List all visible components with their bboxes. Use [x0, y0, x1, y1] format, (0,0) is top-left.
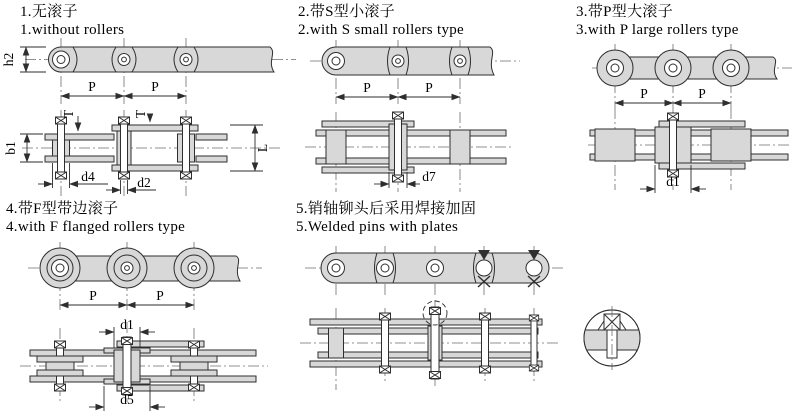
section-2-title-zh: 2.带S型小滚子 [298, 4, 395, 20]
dim-label-t: T [133, 109, 148, 119]
section-5-title-en: 5.Welded pins with plates [296, 219, 459, 235]
dim-label-p: P [151, 79, 159, 94]
s4-top-view [20, 317, 268, 411]
dim-label-p: P [156, 288, 164, 303]
weld-detail-view [584, 306, 640, 370]
dim-label-d1: d1 [666, 174, 680, 189]
dim-label-l: L [255, 143, 270, 153]
dim-label-p: P [425, 80, 433, 95]
s3-top-view [588, 108, 790, 193]
s4-side-view [28, 242, 262, 312]
s1-top-view [3, 109, 280, 196]
dim-label-t: T [61, 109, 76, 119]
section-1-title-zh: 1.无滚子 [20, 4, 78, 20]
dim-label-d5: d5 [120, 392, 134, 407]
dim-label-h2: h2 [1, 52, 16, 67]
s5-side-view [305, 246, 565, 298]
dim-label-p: P [363, 80, 371, 95]
s5-top-view [300, 300, 560, 390]
s2-top-view [305, 112, 512, 192]
dim-label-d4: d4 [81, 169, 95, 184]
dim-label-p: P [89, 288, 97, 303]
dim-label-b1: b1 [3, 141, 18, 155]
section-4-title-en: 4.with F flanged rollers type [6, 219, 186, 235]
s3-side-view [592, 44, 792, 108]
dim-label-p: P [88, 79, 96, 94]
section-3-title-zh: 3.带P型大滚子 [576, 4, 673, 20]
section-2-title-en: 2.with S small rollers type [298, 22, 465, 38]
dim-label-p: P [640, 86, 648, 101]
section-5-title-zh: 5.销轴铆头后采用焊接加固 [296, 201, 477, 217]
section-1-title-en: 1.without rollers [20, 22, 125, 38]
section-4-title-zh: 4.带F型带边滚子 [6, 201, 119, 217]
section-3-title-en: 3.with P large rollers type [576, 22, 739, 38]
dim-label-p: P [698, 86, 706, 101]
dim-label-d7: d7 [422, 169, 436, 184]
s2-side-view [310, 40, 520, 104]
s1-side-view [1, 38, 296, 104]
dim-label-d2: d2 [137, 175, 151, 190]
dim-label-d1: d1 [120, 317, 134, 332]
